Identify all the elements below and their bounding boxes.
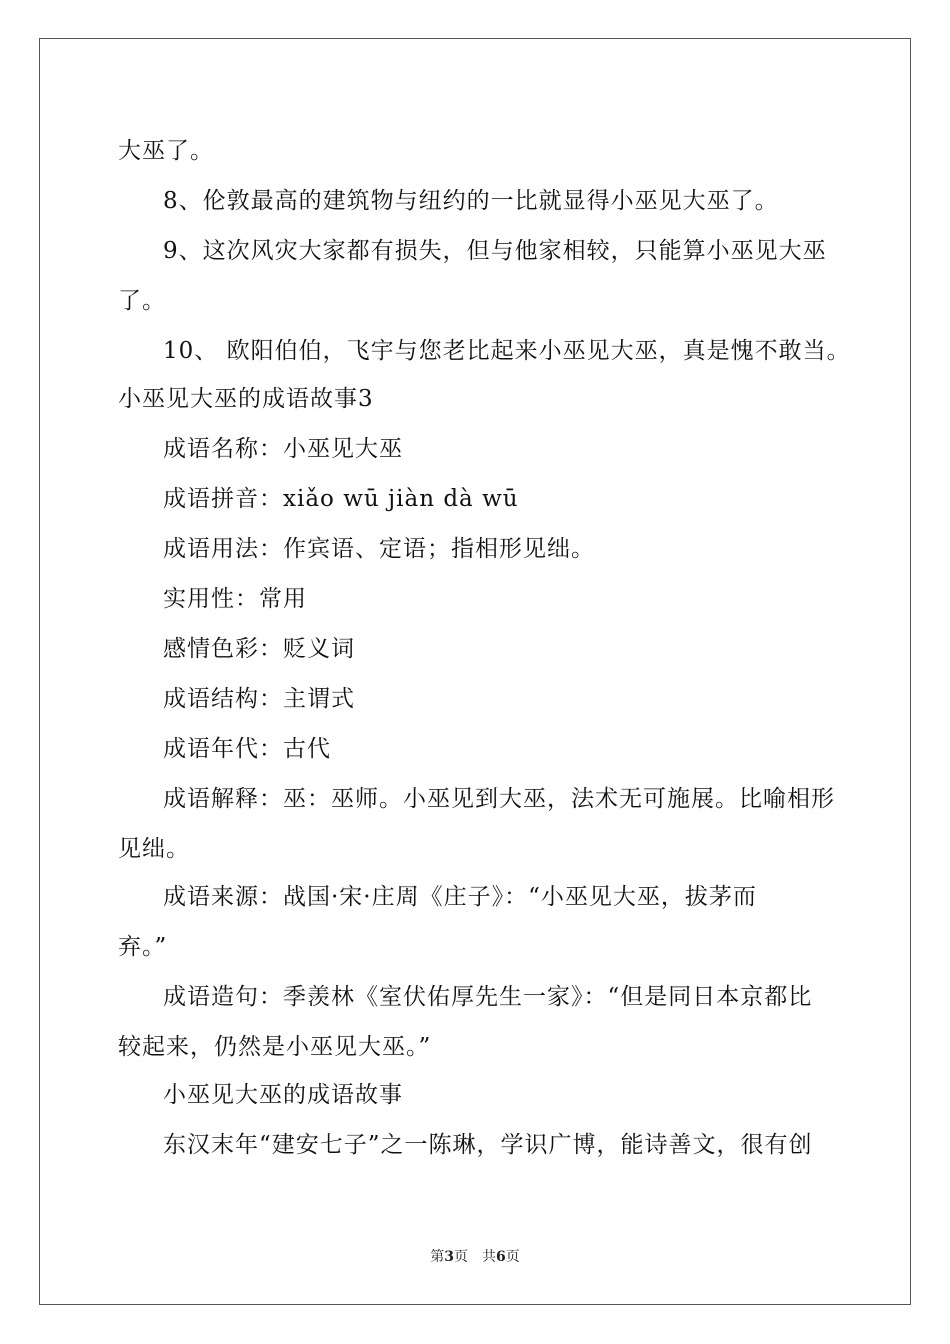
footer-total-pages: 6 (496, 1249, 506, 1265)
section-heading: 小巫见大巫的成语故事 (163, 1082, 403, 1108)
text-line: 成语用法：作宾语、定语；指相形见绌。 (163, 536, 595, 562)
text-line: 10、 欧阳伯伯，飞宇与您老比起来小巫见大巫，真是愧不敢当。 (163, 338, 851, 364)
text-line: 较起来，仍然是小巫见大巫。” (118, 1034, 432, 1060)
text-line: 成语解释：巫：巫师。小巫见到大巫，法术无可施展。比喻相形 (163, 786, 835, 812)
footer-current-page: 3 (444, 1249, 454, 1265)
text-line: 成语来源：战国·宋·庄周《庄子》：“小巫见大巫，拔茅而 (163, 884, 757, 910)
text-line: 成语结构：主谓式 (163, 686, 355, 712)
section-heading: 小巫见大巫的成语故事3 (118, 386, 374, 412)
text-line: 大巫了。 (118, 138, 214, 164)
text-line: 成语拼音：xiǎo wū jiàn dà wū (163, 486, 519, 512)
text-line: 实用性：常用 (163, 586, 307, 612)
text-line: 感情色彩：贬义词 (163, 636, 355, 662)
text-line: 8、伦敦最高的建筑物与纽约的一比就显得小巫见大巫了。 (163, 188, 779, 214)
text-line: 弃。” (118, 934, 168, 960)
footer-mid: 页 共 (454, 1249, 496, 1265)
text-line: 见绌。 (118, 836, 190, 862)
text-line: 东汉末年“建安七子”之一陈琳，学识广博，能诗善文，很有创 (163, 1132, 813, 1158)
page-border (39, 38, 911, 1305)
footer-prefix: 第 (430, 1249, 445, 1265)
text-line: 成语名称：小巫见大巫 (163, 436, 403, 462)
page-footer (0, 1247, 950, 1267)
text-line: 成语年代：古代 (163, 736, 331, 762)
text-line: 成语造句：季羡林《室伏佑厚先生一家》：“但是同日本京都比 (163, 984, 813, 1010)
text-line: 9、这次风灾大家都有损失，但与他家相较，只能算小巫见大巫 (163, 238, 827, 264)
text-line: 了。 (118, 288, 166, 314)
footer-suffix: 页 (505, 1249, 520, 1265)
